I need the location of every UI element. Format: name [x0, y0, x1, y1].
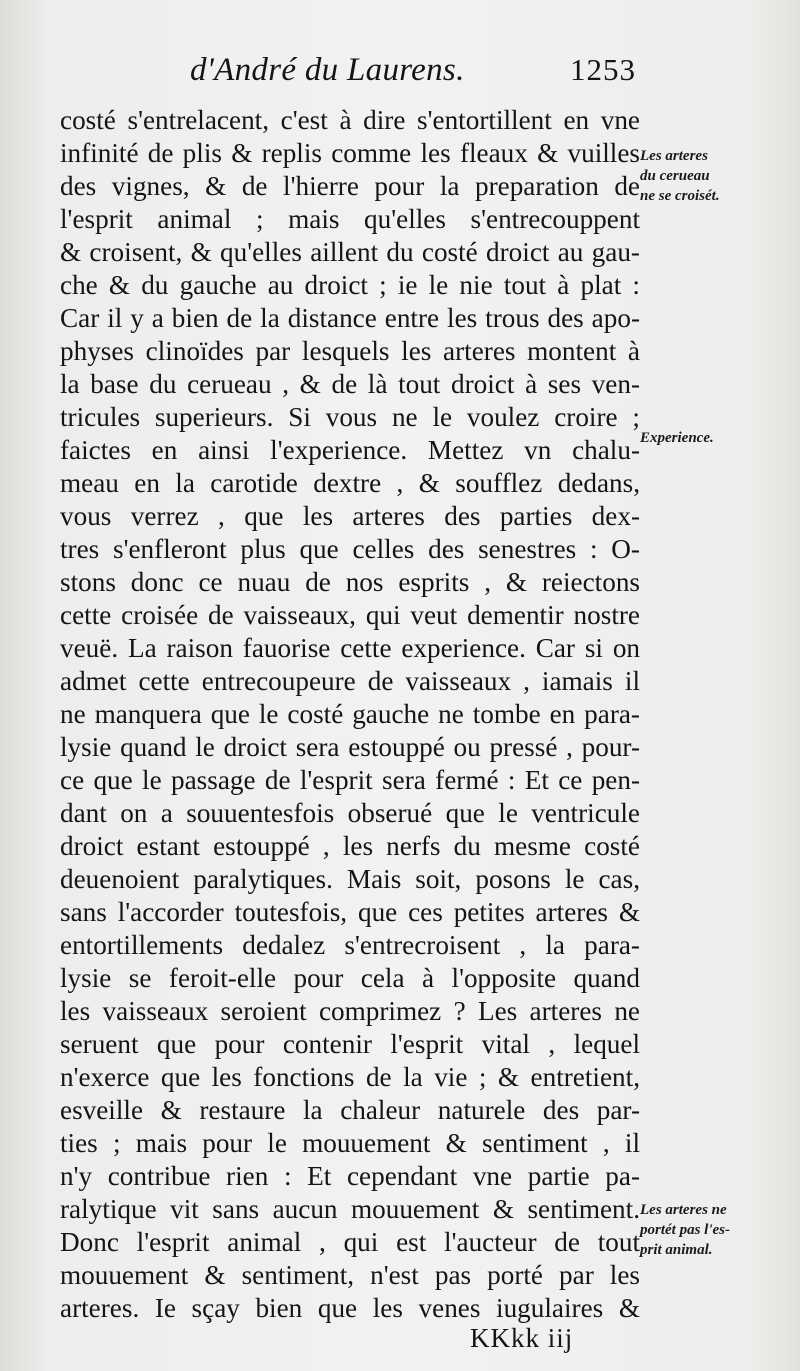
text-line: infinité de plis & replis comme les fleaux & vuilles: [60, 138, 640, 168]
text-line: lysie se feroit-elle pour cela à l'opposite quand: [60, 963, 640, 993]
text-line: dant on a souuentesfois obserué que le ventricule: [60, 798, 640, 828]
text-line: meau en la carotide dextre , & soufflez dedans,: [60, 468, 640, 498]
margin-note-arteries-not-crossed: Les arteres du cerueau ne se croisét.: [640, 148, 720, 204]
text-line: arteres. Ie sçay bien que les venes iugulaires &: [60, 1293, 640, 1323]
text-line: tricules superieurs. Si vous ne le voulez croire ;: [60, 402, 640, 432]
text-line: n'y contribue rien : Et cependant vne partie pa-: [60, 1161, 640, 1191]
text-line: admet cette entrecoupeure de vaisseaux , iamais il: [60, 666, 640, 696]
text-line: ce que le passage de l'esprit sera fermé : Et ce pen-: [60, 765, 640, 795]
text-line: vous verrez , que les arteres des parties dex-: [60, 501, 640, 531]
text-line: stons donc ce nuau de nos esprits , & reiectons: [60, 567, 640, 597]
text-line: deuenoient paralytiques. Mais soit, posons le cas,: [60, 864, 640, 894]
text-line: tres s'enfleront plus que celles des senestres : O-: [60, 534, 640, 564]
text-line: che & du gauche au droict ; ie le nie tout à plat :: [60, 270, 640, 300]
text-line: les vaisseaux seroient comprimez ? Les arteres ne: [60, 996, 640, 1026]
text-line: & croisent, & qu'elles aillent du costé droict au gau-: [60, 237, 640, 267]
text-line: la base du cerueau , & de là tout droict à ses ven-: [60, 369, 640, 399]
text-line: ralytique vit sans aucun mouuement & sentiment.: [60, 1194, 640, 1224]
text-line: droict estant estouppé , les nerfs du mesme costé: [60, 831, 640, 861]
text-line: physes clinoïdes par lesquels les arteres montent à: [60, 336, 640, 366]
text-line: ties ; mais pour le mouuement & sentiment , il: [60, 1128, 640, 1158]
text-line: Car il y a bien de la distance entre les trous des apo-: [60, 303, 640, 333]
text-line: costé s'entrelacent, c'est à dire s'entortillent en vne: [60, 105, 640, 135]
text-line: seruent que pour contenir l'esprit vital , lequel: [60, 1029, 640, 1059]
text-line: n'exerce que les fonctions de la vie ; & entretient,: [60, 1062, 640, 1092]
text-line: mouuement & sentiment, n'est pas porté par les: [60, 1260, 640, 1290]
text-line: entortillements dedalez s'entrecroisent , la para-: [60, 930, 640, 960]
page-header: [190, 52, 636, 92]
text-line: des vignes, & de l'hierre pour la preparation de: [60, 171, 640, 201]
page-number: 1253: [570, 52, 636, 87]
margin-note-arteries-not-carry-spirit: Les arteres ne portét pas l'es- prit animal.: [640, 1202, 730, 1258]
text-line: sans l'accorder toutesfois, que ces petites arteres &: [60, 897, 640, 927]
text-line: l'esprit animal ; mais qu'elles s'entrecouppent: [60, 204, 640, 234]
margin-note-experience: Experience.: [640, 430, 714, 446]
text-line: veuë. La raison fauorise cette experience. Car si on: [60, 633, 640, 663]
text-line: faictes en ainsi l'experience. Mettez vn chalu-: [60, 435, 640, 465]
running-head: d'André du Laurens.: [190, 52, 465, 88]
text-line: lysie quand le droict sera estouppé ou pressé , pour-: [60, 732, 640, 762]
text-line: ne manquera que le costé gauche ne tombe en para-: [60, 699, 640, 729]
text-line: esveille & restaure la chaleur naturele des par-: [60, 1095, 640, 1125]
signature-mark: KKkk iij: [470, 1323, 574, 1353]
text-line: Donc l'esprit animal , qui est l'aucteur de tout: [60, 1227, 640, 1257]
text-line: cette croisée de vaisseaux, qui veut dementir nostre: [60, 600, 640, 630]
